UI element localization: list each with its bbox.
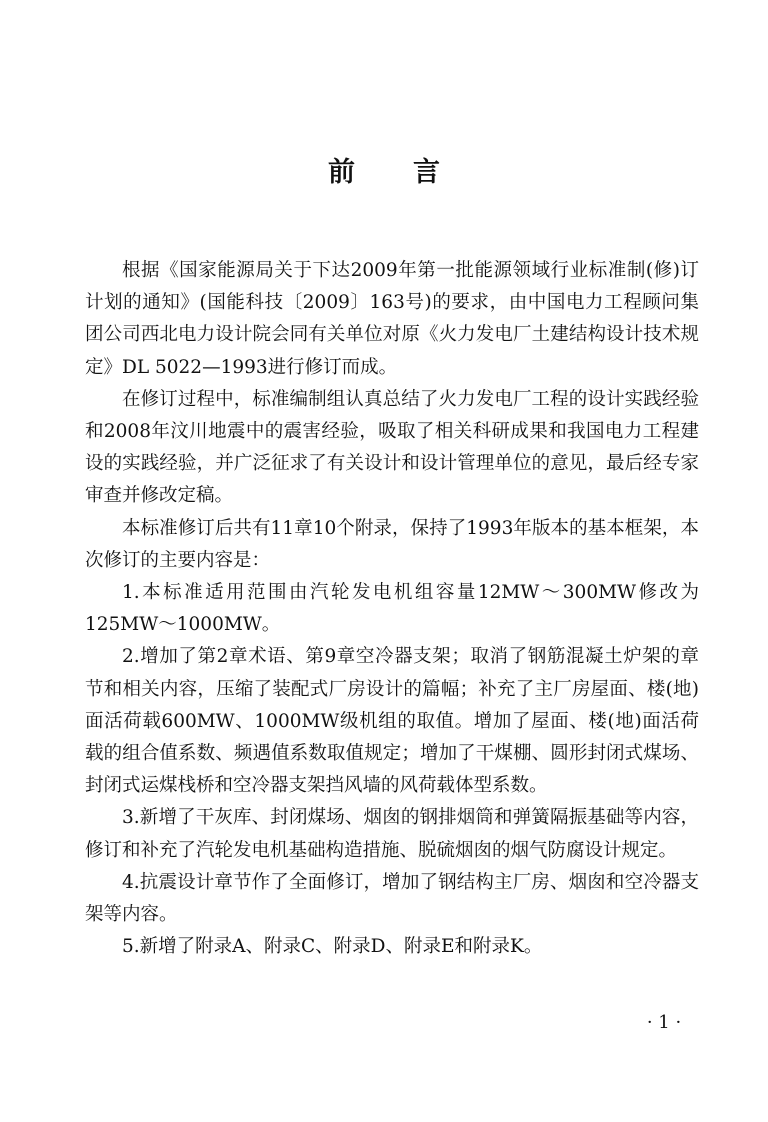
title-char-1: 前: [328, 157, 355, 188]
paragraph-item-2: 2.增加了第2章术语、第9章空冷器支架；取消了钢筋混凝土炉架的章节和相关内容，压缩了装配式厂房设计的篇幅；补充了主厂房屋面、楼(地)面活荷载600MW、1000MW级机组的取值。增加了屋面、楼(地)面活荷载的组合值系数、频遇值系数取值规定；增加了干煤棚、圆形封闭式煤场、封闭式运煤栈桥和空冷器支架挡风墙的风荷载体型系数。: [85, 646, 699, 797]
paragraph-revision-process: 在修订过程中，标准编制组认真总结了火力发电厂工程的设计实践经验和2008年汶川地震中的震害经验，吸取了相关科研成果和我国电力工程建设的实践经验，并广泛征求了有关设计和设计管理单位的意见，最后经专家审查并修改定稿。: [85, 388, 699, 507]
paragraph-structure: 本标准修订后共有11章10个附录，保持了1993年版本的基本框架，本次修订的主要内容是：: [85, 517, 699, 571]
paragraph-intro: 根据《国家能源局关于下达2009年第一批能源领域行业标准制(修)订计划的通知》(国能科技〔2009〕163号)的要求，由中国电力工程顾问集团公司西北电力设计院会同有关单位对原《火力发电厂土建结构设计技术规定》DL 5022—1993进行修订而成。: [85, 260, 699, 378]
page-title: [0, 150, 768, 189]
preface-body: [85, 255, 699, 963]
page-number: · 1 ·: [646, 1012, 682, 1033]
paragraph-item-1: 1.本标准适用范围由汽轮发电机组容量12MW～300MW修改为125MW～1000MW。: [85, 582, 699, 636]
title-char-2: 言: [413, 157, 440, 188]
paragraph-item-5: 5.新增了附录A、附录C、附录D、附录E和附录K。: [122, 936, 543, 958]
paragraph-item-3: 3.新增了干灰库、封闭煤场、烟囱的钢排烟筒和弹簧隔振基础等内容，修订和补充了汽轮发电机基础构造措施、脱硫烟囱的烟气防腐设计规定。: [85, 807, 699, 861]
paragraph-item-4: 4.抗震设计章节作了全面修订，增加了钢结构主厂房、烟囱和空冷器支架等内容。: [85, 871, 699, 926]
